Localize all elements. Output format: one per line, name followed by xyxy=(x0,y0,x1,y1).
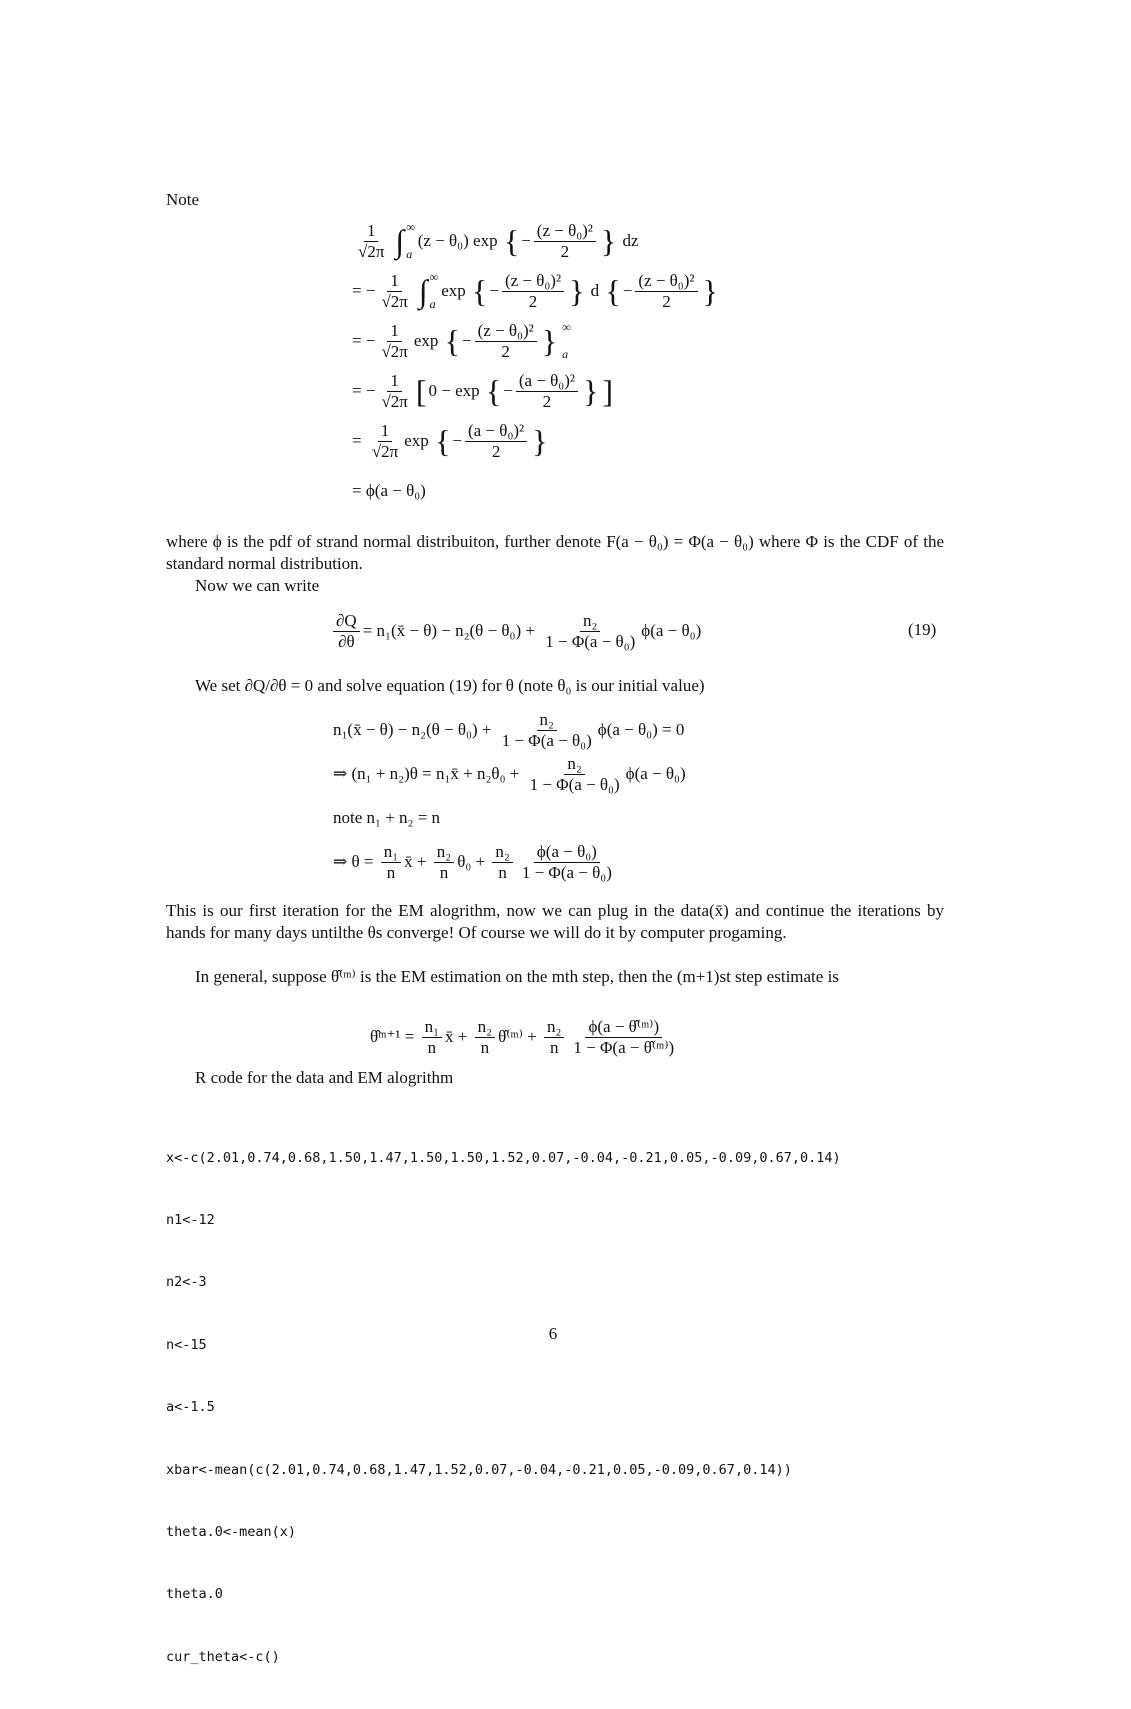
denominator: √2π xyxy=(381,291,408,311)
numerator: (z − θ₀)² xyxy=(502,271,564,292)
bracket: } xyxy=(600,223,617,259)
bracket: { xyxy=(503,223,520,259)
denominator: 1 − Φ(a − θ₀) xyxy=(545,631,636,651)
fraction xyxy=(544,1017,564,1058)
denominator: 2 xyxy=(501,341,510,361)
numerator: (z − θ₀)² xyxy=(635,271,697,292)
equation-block-integral xyxy=(352,216,720,516)
paragraph-we-set: We set ∂Q/∂θ = 0 and solve equation (19) for θ (note θ₀ is our initial value) xyxy=(195,676,705,695)
equation-line xyxy=(333,752,686,796)
code-line: theta.0<-mean(x) xyxy=(166,1523,297,1540)
code-line: n<-15 xyxy=(166,1336,207,1353)
integral xyxy=(393,220,414,262)
numerator: ϕ(a − θ̂⁽ᵐ⁾) xyxy=(585,1017,662,1038)
math-text: ⇒ θ = xyxy=(333,852,378,871)
numerator: (z − θ₀)² xyxy=(534,221,596,242)
fraction xyxy=(465,421,527,462)
numerator: ϕ(a − θ₀) xyxy=(534,842,600,863)
numerator: n₂ xyxy=(544,1017,564,1038)
code-line: n1<-12 xyxy=(166,1211,215,1228)
denominator: n xyxy=(386,862,396,882)
math-text: − xyxy=(489,281,499,300)
code-line: a<-1.5 xyxy=(166,1399,215,1416)
code-line: theta.0 xyxy=(166,1586,223,1603)
math-text: ϕ(a − θ₀) xyxy=(625,764,686,783)
code-line: n2<-3 xyxy=(166,1274,207,1291)
math-text: exp xyxy=(441,281,470,300)
fraction xyxy=(333,611,360,652)
numerator: ∂Q xyxy=(333,611,360,632)
math-text: − xyxy=(452,431,463,450)
bracket: { xyxy=(444,323,461,359)
equation-line xyxy=(370,1012,680,1062)
numerator: n₂ xyxy=(564,754,584,775)
equation-line xyxy=(352,266,720,316)
bracket: } xyxy=(532,423,548,459)
math-text: n₁(x̄ − θ) − n₂(θ − θ₀) + xyxy=(333,720,496,739)
equation-line xyxy=(333,708,686,752)
equation-number-19: (19) xyxy=(908,620,937,639)
integral-limits xyxy=(430,270,439,312)
equation-em-update xyxy=(370,1012,680,1062)
math-text: x̄ + xyxy=(445,1027,472,1046)
math-text: = ϕ(a − θ₀) xyxy=(352,481,426,500)
numerator: n₂ xyxy=(537,710,557,731)
paragraph-pdf-definition: where ϕ is the pdf of strand normal distribuiton, further denote F(a − θ₀) = Φ(a − θ₀) where Φ is the CDF of the standard normal distribution. xyxy=(166,532,944,573)
math-text: − xyxy=(622,281,633,300)
numerator: n₂ xyxy=(492,842,512,863)
math-text: − xyxy=(503,381,513,400)
numerator: n₂ xyxy=(475,1017,495,1038)
equation-line xyxy=(352,366,720,416)
math-text: exp xyxy=(404,431,434,450)
denominator: 1 − Φ(a − θ₀) xyxy=(501,730,592,750)
code-line: cur_theta<-c() xyxy=(166,1648,280,1665)
bracket: ] xyxy=(602,373,613,409)
numerator: 1 xyxy=(387,271,402,292)
denominator: n xyxy=(549,1037,559,1057)
paragraph-first-iteration: This is our first iteration for the EM alogrithm, now we can plug in the data(x̄) and continue the iterations by hands for many days untilthe θs converge! Of course we will do it by computer progaming. xyxy=(166,901,944,942)
denominator: 1 − Φ(a − θ₀) xyxy=(529,774,620,794)
numerator: (a − θ₀)² xyxy=(465,421,527,442)
upper-limit: ∞ xyxy=(429,270,439,284)
math-text: = − xyxy=(352,281,376,300)
code-line: x<-c(2.01,0.74,0.68,1.50,1.47,1.50,1.50,1.52,0.07,-0.04,-0.21,0.05,-0.09,0.67,0.14) xyxy=(166,1149,841,1166)
denominator: n xyxy=(498,862,507,882)
denominator: 1 − Φ(a − θ̂⁽ᵐ⁾) xyxy=(573,1037,675,1057)
fraction xyxy=(570,1017,677,1058)
math-text: = − xyxy=(352,331,376,350)
math-text: ⇒ (n₁ + n₂)θ = n₁x̄ + n₂θ₀ + xyxy=(333,764,524,783)
denominator: √2π xyxy=(381,341,408,361)
math-text: θ₀ + xyxy=(457,852,490,871)
denominator: 1 − Φ(a − θ₀) xyxy=(521,862,612,882)
fraction xyxy=(475,321,537,362)
numerator: (z − θ₀)² xyxy=(475,321,537,342)
numerator: n₂ xyxy=(434,842,454,863)
math-text: = xyxy=(352,431,366,450)
numerator: 1 xyxy=(364,221,379,242)
denominator: √2π xyxy=(371,441,399,461)
fraction xyxy=(475,1017,495,1058)
numerator: 1 xyxy=(387,321,402,342)
math-text: 0 − exp xyxy=(428,381,484,400)
fraction xyxy=(381,842,401,883)
integral xyxy=(562,320,571,362)
denominator: √2π xyxy=(381,391,408,411)
math-text: − xyxy=(462,331,472,350)
upper-limit: ∞ xyxy=(562,320,571,334)
fraction xyxy=(378,371,410,412)
equation-line xyxy=(333,796,686,840)
code-line: xbar<-mean(c(2.01,0.74,0.68,1.47,1.52,0.07,-0.04,-0.21,0.05,-0.09,0.67,0.14)) xyxy=(166,1461,792,1478)
denominator: n xyxy=(427,1037,437,1057)
math-text: = − xyxy=(352,381,376,400)
math-text: exp xyxy=(413,331,443,350)
denominator: 2 xyxy=(542,391,552,411)
equation-19 xyxy=(330,606,701,656)
upper-limit: ∞ xyxy=(406,220,415,234)
denominator: n xyxy=(439,862,449,882)
bracket: [ xyxy=(415,373,427,409)
fraction xyxy=(378,321,410,362)
equation-line xyxy=(352,216,720,266)
fraction xyxy=(492,842,512,883)
equation-line xyxy=(352,316,720,366)
fraction xyxy=(378,271,410,312)
note-label: Note xyxy=(166,190,200,209)
fraction xyxy=(355,221,387,262)
denominator: √2π xyxy=(358,241,385,261)
bracket: } xyxy=(541,323,558,359)
denominator: 2 xyxy=(491,441,501,461)
math-text: ϕ(a − θ₀) xyxy=(641,621,702,640)
numerator: 1 xyxy=(387,371,402,392)
math-text: dz xyxy=(618,231,639,250)
fraction xyxy=(422,1017,442,1058)
integral xyxy=(417,270,438,312)
denominator: 2 xyxy=(662,291,671,311)
math-text: (z − θ₀) exp xyxy=(417,231,502,250)
math-text: d xyxy=(586,281,604,300)
bracket: } xyxy=(569,273,585,309)
fraction xyxy=(516,371,578,412)
bracket: } xyxy=(582,373,599,409)
bracket: { xyxy=(485,373,502,409)
fraction xyxy=(635,271,697,312)
page-number: 6 xyxy=(548,1324,558,1343)
math-text: θ̂⁽ᵐ⁾ + xyxy=(498,1027,541,1046)
numerator: n₁ xyxy=(422,1017,442,1038)
math-text: ϕ(a − θ₀) = 0 xyxy=(597,720,685,739)
denominator: 2 xyxy=(560,241,570,261)
denominator: ∂θ xyxy=(338,631,355,651)
fraction xyxy=(499,710,595,751)
bracket: } xyxy=(702,273,718,309)
math-text: x̄ + xyxy=(404,852,431,871)
integral-limits xyxy=(406,220,415,262)
fraction xyxy=(369,421,401,462)
denominator: n xyxy=(480,1037,490,1057)
fraction xyxy=(434,842,454,883)
equation-block-solve xyxy=(333,708,686,884)
equation-line xyxy=(333,840,686,884)
equation-line xyxy=(330,606,701,656)
equation-line xyxy=(352,466,720,516)
integral-limits xyxy=(562,320,571,362)
integral-sign: ∫ xyxy=(395,223,405,259)
r-code-block xyxy=(166,1106,841,1709)
paragraph-in-general: In general, suppose θ̂⁽ᵐ⁾ is the EM estimation on the mth step, then the (m+1)st step estimate is xyxy=(195,967,839,986)
fraction xyxy=(534,221,596,262)
lower-limit: a xyxy=(562,347,569,361)
equation-line xyxy=(352,416,720,466)
numerator: n₂ xyxy=(580,611,600,632)
fraction xyxy=(502,271,564,312)
paragraph-r-code-intro: R code for the data and EM alogrithm xyxy=(195,1068,454,1087)
math-text: = n₁(x̄ − θ) − n₂(θ − θ₀) + xyxy=(362,621,540,640)
paragraph-now-we-can-write: Now we can write xyxy=(195,576,320,595)
numerator: (a − θ₀)² xyxy=(516,371,578,392)
math-text: note n₁ + n₂ = n xyxy=(333,808,441,827)
bracket: { xyxy=(435,423,451,459)
math-text: − xyxy=(521,231,531,250)
integral-sign: ∫ xyxy=(418,273,428,309)
lower-limit: a xyxy=(429,297,436,311)
numerator: n₁ xyxy=(381,842,401,863)
fraction xyxy=(527,754,623,795)
fraction xyxy=(542,611,638,652)
lower-limit: a xyxy=(406,247,413,261)
numerator: 1 xyxy=(378,421,393,442)
fraction xyxy=(519,842,615,883)
math-text: θ̂ᵐ⁺¹ = xyxy=(370,1027,419,1046)
bracket: { xyxy=(605,273,621,309)
denominator: 2 xyxy=(528,291,538,311)
bracket: { xyxy=(471,273,488,309)
